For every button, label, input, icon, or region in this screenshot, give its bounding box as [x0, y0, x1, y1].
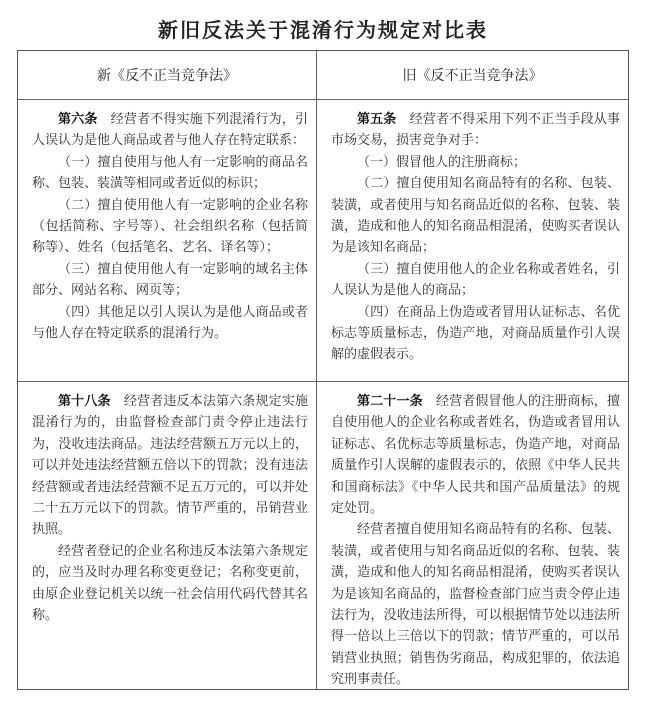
page-title: 新旧反法关于混淆行为规定对比表: [158, 18, 488, 42]
clause-text: 经营者不得实施下列混淆行为，引人误认为是他人商品或者与他人存在特定联系：: [32, 112, 308, 149]
article-number: 第六条: [58, 112, 98, 127]
clause-paragraph: [32, 152, 308, 195]
row-divider: [18, 381, 628, 382]
clause-text: （四）其他足以引人误认为是他人商品或者与他人存在特定联系的混淆行为。: [32, 304, 308, 342]
clause-paragraph: [32, 259, 308, 302]
header-new-law: 新《反不正当竞争法》: [97, 68, 237, 84]
clause-paragraph: [32, 541, 308, 627]
article-number: 第十八条: [58, 394, 111, 409]
clause-text: （二）擅自使用知名商品特有的名称、包装、装潢，或者使用与知名商品近似的名称、包装、装潢，造成和他人的知名商品相混淆，使购买者误认为是该知名商品；: [331, 176, 620, 256]
clause-paragraph: [331, 259, 620, 302]
clause-text: 经营者登记的企业名称违反本法第六条规定的，应当及时办理名称变更登记；名称变更前，由原企业登记机关以统一社会信用代码代替其名称。: [32, 543, 308, 624]
clause-text: （二）擅自使用他人有一定影响的企业名称（包括简称、字号等）、社会组织名称（包括简称等）、姓名（包括笔名、艺名、译名等）；: [32, 197, 308, 256]
article-number: 第二十一条: [357, 394, 423, 409]
clause-paragraph: [331, 109, 620, 152]
clause-paragraph: [32, 109, 308, 152]
comparison-table: [17, 50, 629, 690]
clause-paragraph: [32, 391, 308, 541]
clause-text: （三）擅自使用他人的企业名称或者姓名，引人误认为是他人的商品；: [331, 261, 620, 299]
clause-paragraph: [32, 302, 308, 345]
clause-text: （四）在商品上伪造或者冒用认证标志、名优标志等质量标志，伪造产地，对商品质量作引人误解的虚假表示。: [331, 304, 620, 363]
header-divider: [18, 99, 628, 100]
article-number: 第五条: [357, 112, 397, 127]
clause-text: （三）擅自使用他人有一定影响的域名主体部分、网站名称、网页等；: [32, 261, 308, 299]
header-old-law: 旧《反不正当竞争法》: [402, 68, 543, 84]
clause-paragraph: [331, 302, 620, 366]
cell-old-article-5: [317, 109, 628, 379]
clause-paragraph: [331, 519, 620, 690]
clause-text: （一）擅自使用与他人有一定影响的商品名称、包装、装潢等相同或者近似的标识；: [32, 154, 308, 192]
clause-text: 经营者违反本法第六条规定实施混淆行为的，由监督检查部门责令停止违法行为，没收违法商品。违法经营额五万元以上的，可以并处违法经营额五倍以下的罚款；没有违法经营额或者违法经营额不足五万元的，可以并处二十五万元以下的罚款。情节严重的，吊销营业执照。: [32, 394, 308, 538]
cell-new-article-6: [18, 109, 316, 379]
cell-new-article-18: [18, 391, 316, 687]
clause-text: 经营者不得采用下列不正当手段从事市场交易，损害竞争对手：: [331, 112, 620, 149]
clause-paragraph: [331, 152, 620, 173]
clause-paragraph: [331, 391, 620, 519]
clause-paragraph: [32, 195, 308, 259]
clause-text: 经营者擅自使用知名商品特有的名称、包装、装潢，或者使用与知名商品近似的名称、包装、装潢，造成和他人的知名商品相混淆，使购买者误认为是该知名商品的，监督检查部门应当责令停止违法行为，没收违法所得，可以根据情节处以违法所得一倍以上三倍以下的罚款；情节严重的，可以吊销营业执照；销售伪劣商品，构成犯罪的，依法追究刑事责任。: [331, 522, 620, 688]
clause-text: 经营者假冒他人的注册商标，擅自使用他人的企业名称或者姓名，伪造或者冒用认证标志、名优标志等质量标志，伪造产地，对商品质量作引人误解的虚假表示的，依照《中华人民共和国商标法》《中华人民共和国产品质量法》的规定处罚。: [331, 394, 620, 517]
clause-paragraph: [331, 173, 620, 259]
clause-text: （一）假冒他人的注册商标；: [357, 154, 527, 170]
cell-old-article-21: [317, 391, 628, 687]
